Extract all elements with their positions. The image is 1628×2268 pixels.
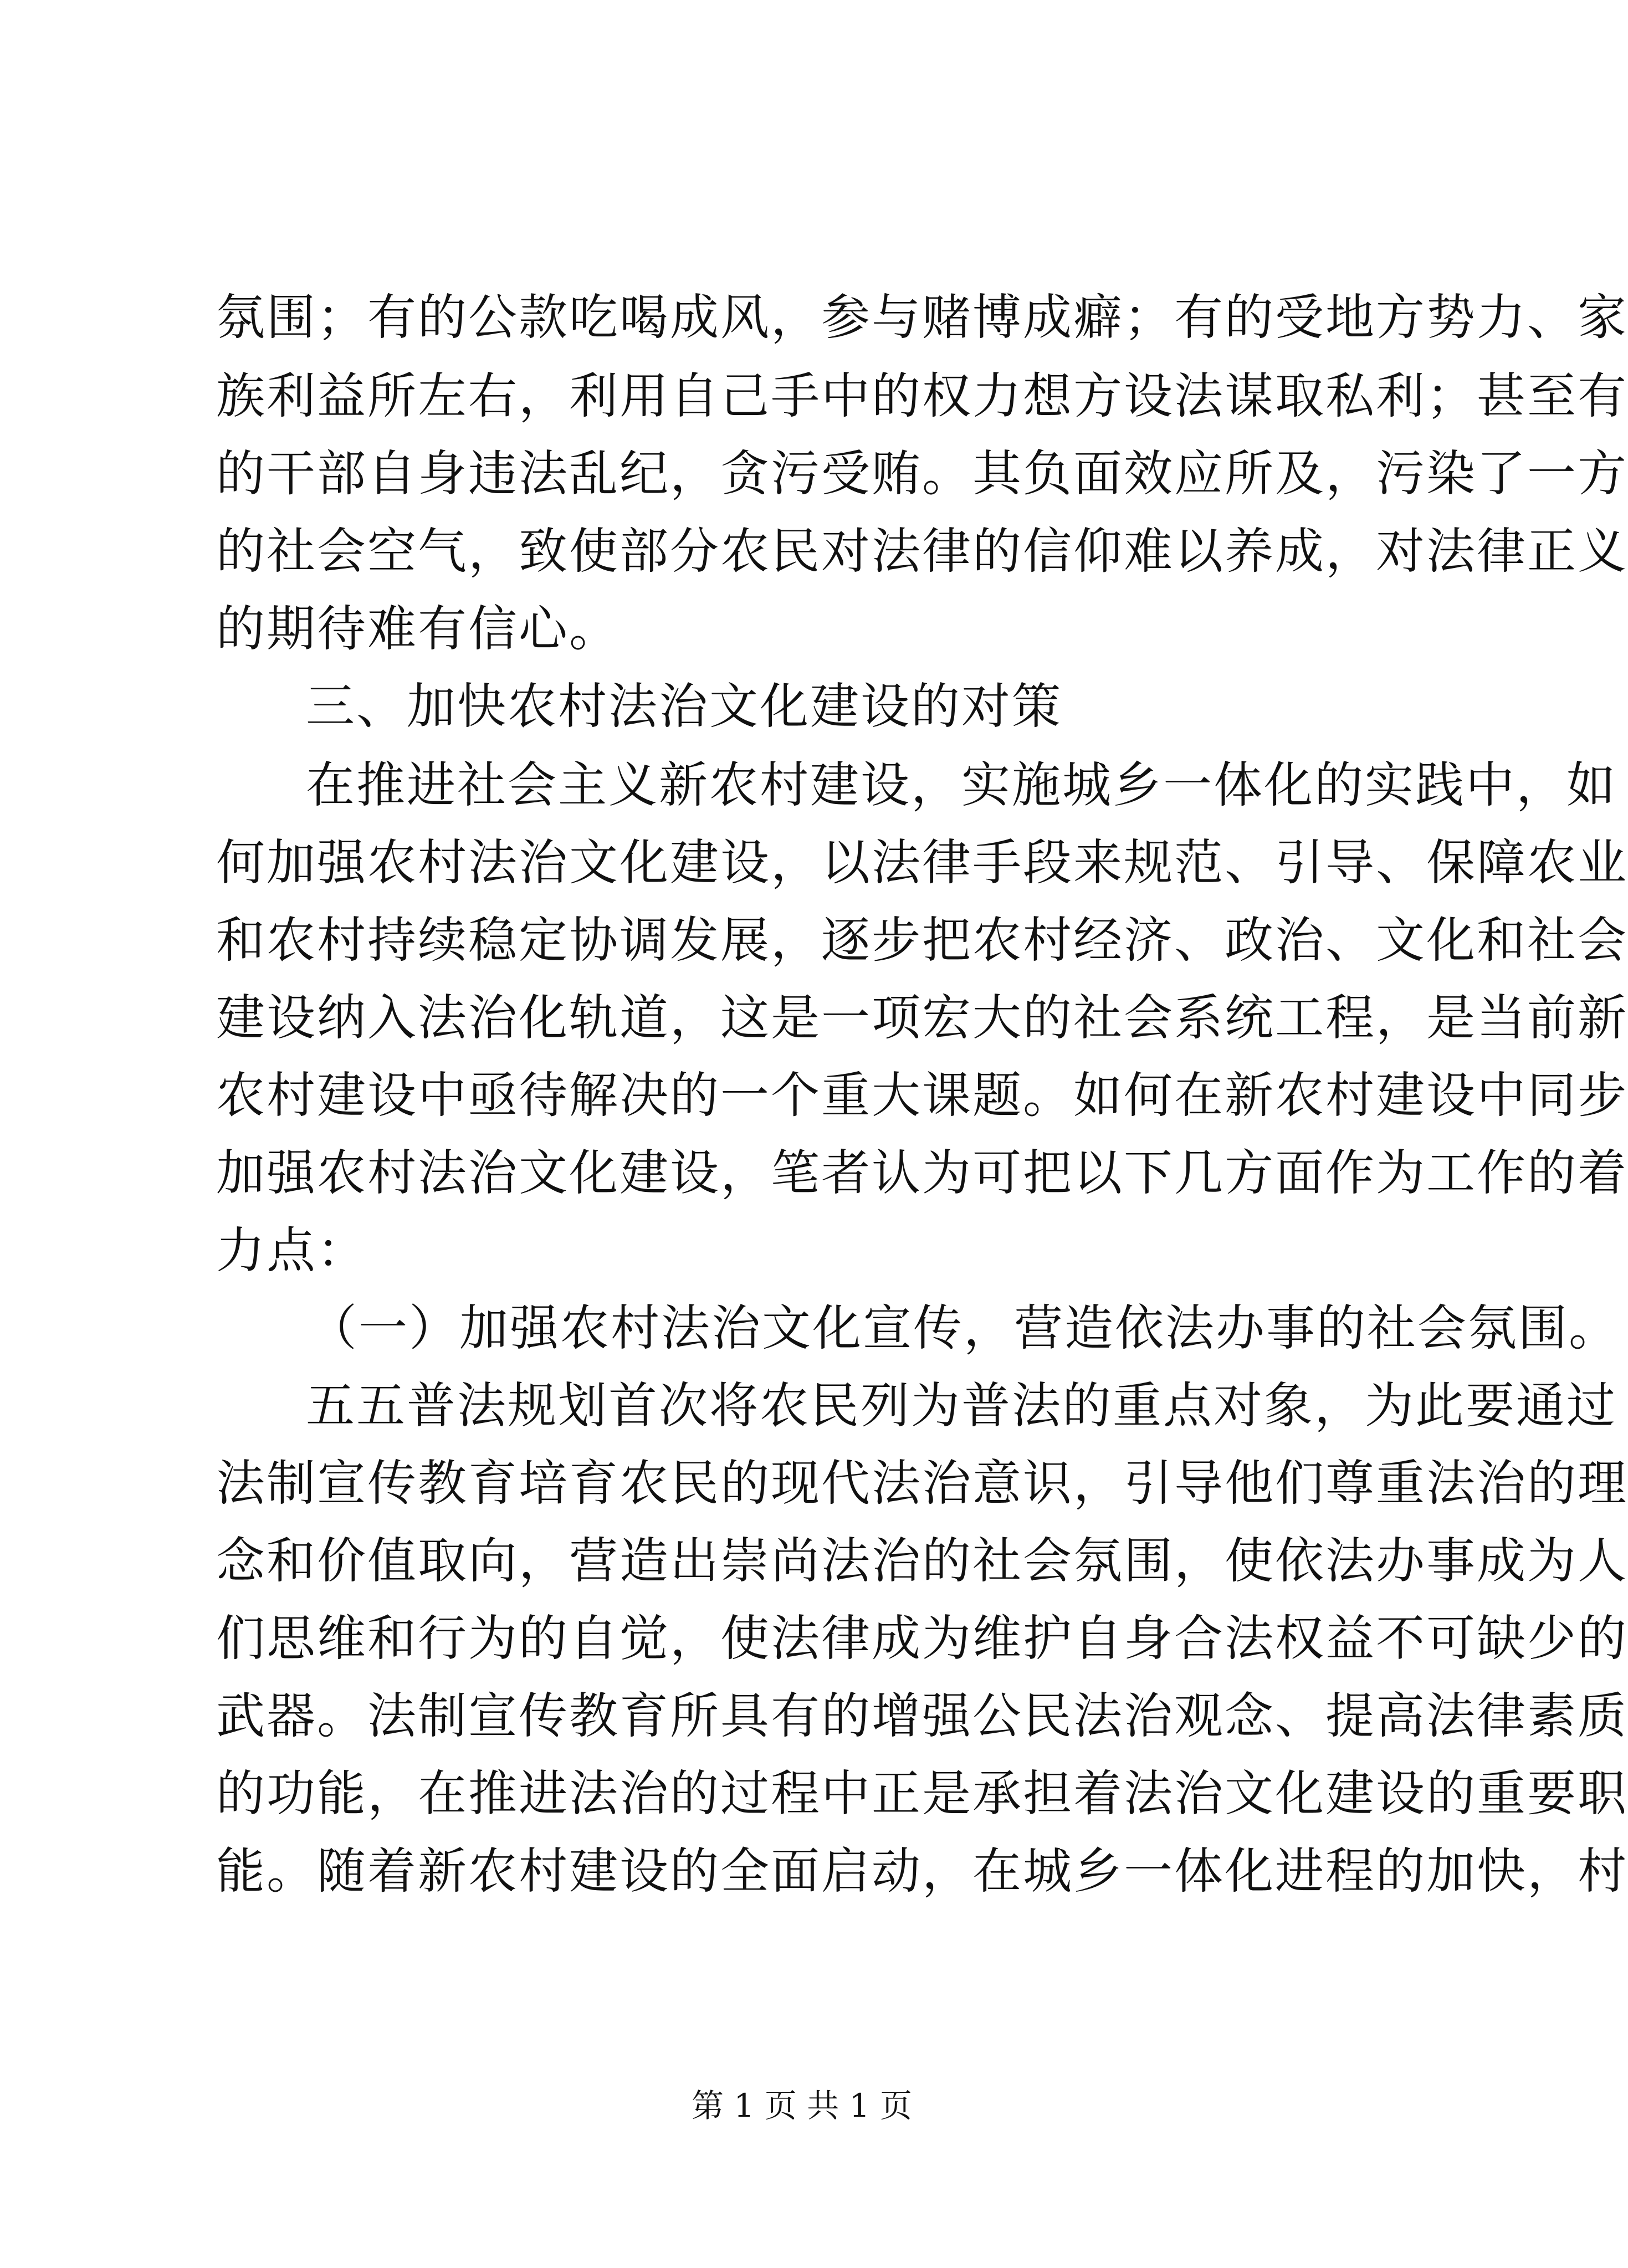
text-line: 建设纳入法治化轨道，这是一项宏大的社会系统工程，是当前新 xyxy=(216,989,1628,1046)
text-line: 念和价值取向，营造出崇尚法治的社会氛围，使依法办事成为人 xyxy=(216,1532,1628,1589)
text-line: 加强农村法治文化建设，笔者认为可把以下几方面作为工作的着 xyxy=(216,1144,1628,1201)
text-line: 五五普法规划首次将农民列为普法的重点对象，为此要通过 xyxy=(306,1377,1617,1434)
text-line: 的社会空气，致使部分农民对法律的信仰难以养成，对法律正义 xyxy=(216,523,1628,580)
text-line: 农村建设中亟待解决的一个重大课题。如何在新农村建设中同步 xyxy=(216,1067,1628,1124)
text-line: 法制宣传教育培育农民的现代法治意识，引导他们尊重法治的理 xyxy=(216,1455,1628,1512)
text-line: 们思维和行为的自觉，使法律成为维护自身合法权益不可缺少的 xyxy=(216,1610,1628,1667)
text-line: 的期待难有信心。 xyxy=(216,600,620,657)
text-line: 的功能，在推进法治的过程中正是承担着法治文化建设的重要职 xyxy=(216,1765,1628,1822)
text-line: 在推进社会主义新农村建设，实施城乡一体化的实践中，如 xyxy=(306,756,1617,813)
text-line: 武器。法制宣传教育所具有的增强公民法治观念、提高法律素质 xyxy=(216,1687,1628,1744)
subsection-heading: （一）加强农村法治文化宣传，营造依法办事的社会氛围。 xyxy=(308,1299,1620,1356)
text-line: 族利益所左右，利用自己手中的权力想方设法谋取私利；甚至有 xyxy=(216,367,1628,424)
text-line: 和农村持续稳定协调发展，逐步把农村经济、政治、文化和社会 xyxy=(216,912,1628,969)
text-line: 的干部自身违法乱纪，贪污受贿。其负面效应所及，污染了一方 xyxy=(216,445,1628,502)
text-line: 力点： xyxy=(216,1222,368,1279)
section-heading: 三、加快农村法治文化建设的对策 xyxy=(306,678,1063,735)
text-line: 能。随着新农村建设的全面启动，在城乡一体化进程的加快，村 xyxy=(216,1842,1628,1900)
page-footer: 第 1 页 共 1 页 xyxy=(692,2087,912,2124)
text-line: 氛围；有的公款吃喝成风，参与赌博成癖；有的受地方势力、家 xyxy=(216,289,1628,346)
text-line: 何加强农村法治文化建设，以法律手段来规范、引导、保障农业 xyxy=(216,834,1628,891)
